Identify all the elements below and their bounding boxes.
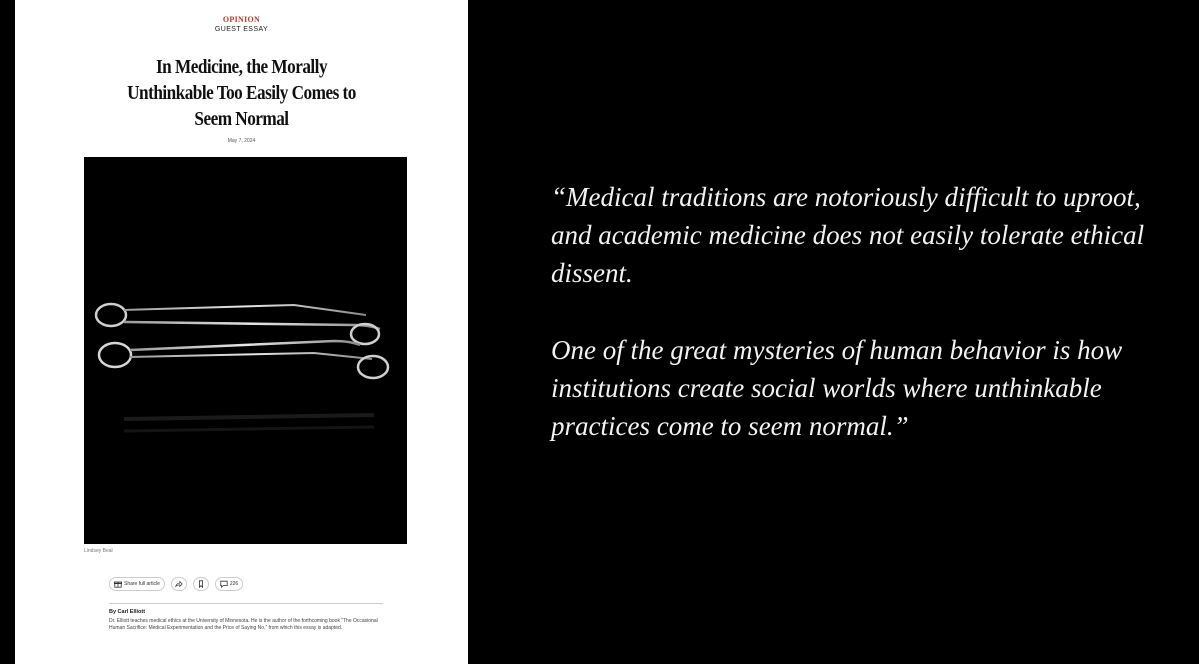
article-screenshot — [15, 0, 468, 664]
forward-button[interactable] — [171, 577, 187, 591]
gift-icon — [114, 580, 122, 588]
forward-arrow-icon — [175, 580, 183, 588]
article-headline: In Medicine, the Morally Unthinkable Too Easily Comes to Seem Normal — [127, 56, 356, 130]
comment-icon — [220, 580, 228, 588]
share-button-label: Share full article — [124, 581, 160, 587]
quote-paragraph-1: “Medical traditions are notoriously difficult to uproot, and academic medicine does not easily tolerate ethical dissent. — [551, 182, 1145, 288]
byline-divider — [109, 603, 383, 604]
share-full-article-button[interactable] — [109, 577, 165, 591]
save-button[interactable] — [193, 577, 209, 591]
pull-quote — [551, 178, 1151, 445]
bookmark-icon — [197, 580, 205, 588]
photo-credit: Lindsey Beal — [84, 548, 113, 554]
comments-count: 226 — [229, 581, 239, 587]
section-label[interactable]: OPINION — [222, 15, 261, 24]
publish-date: May 7, 2024 — [227, 138, 256, 144]
comments-button[interactable] — [215, 577, 243, 591]
quote-paragraph-2: One of the great mysteries of human behavior is how institutions create social worlds where unthinkable practices come to seem normal.” — [551, 335, 1123, 441]
hero-image — [84, 157, 407, 544]
surgical-forceps-photo — [84, 157, 407, 544]
share-toolbar — [109, 576, 243, 592]
author-bio: Dr. Elliott teaches medical ethics at the University of Minnesota. He is the author of the forthcoming book “The Occasional Human Sacrifice: Medical Experimentation and the Price of Saying No,” from which this essay is adapted. — [109, 618, 378, 631]
byline[interactable]: By Carl Elliott — [109, 609, 146, 615]
essay-type-label: GUEST ESSAY — [214, 26, 269, 33]
